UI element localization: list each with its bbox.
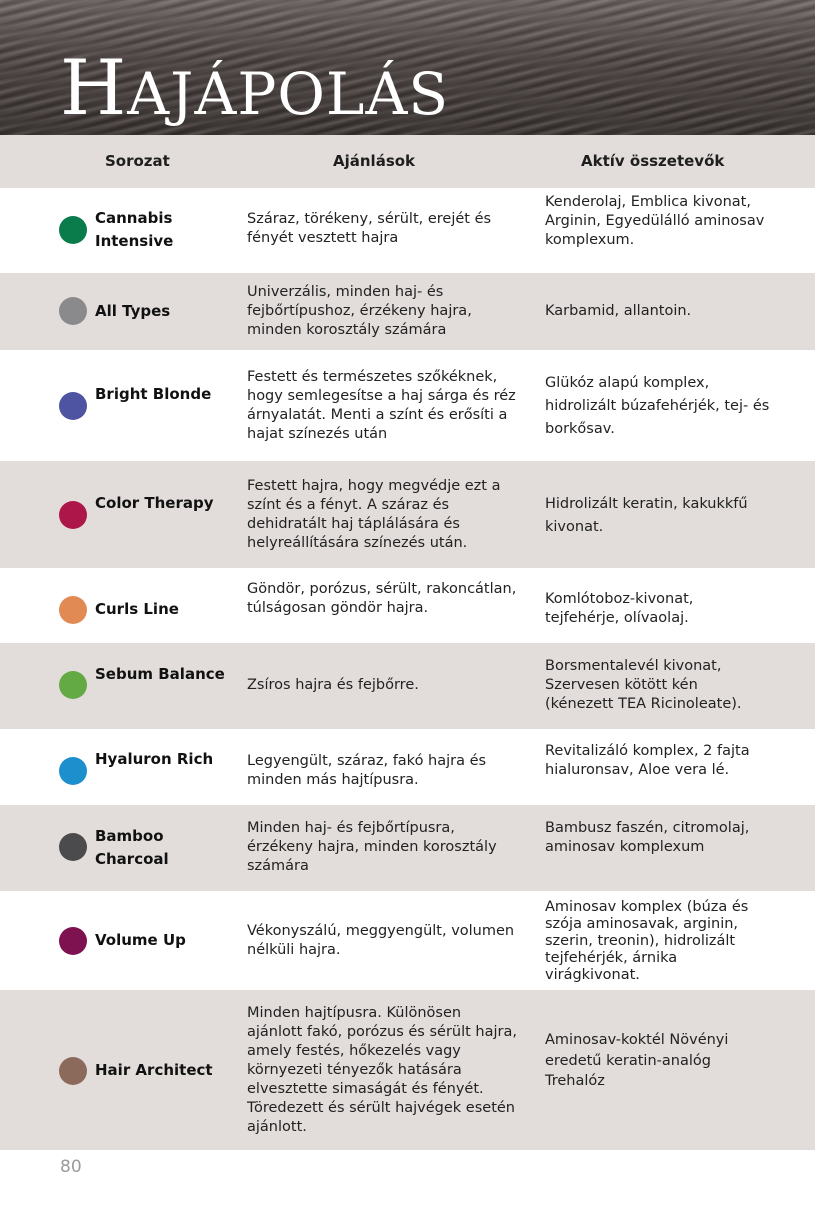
recommendation-text: Száraz, törékeny, sérült, erejét és fényét vesztett hajra — [247, 211, 492, 246]
recommendation-text: Minden haj- és fejbőrtípusra, érzékeny hajra, minden korosztály számára — [247, 820, 497, 874]
series-name: Curls Line — [95, 600, 179, 618]
product-table — [0, 135, 815, 1150]
series-color-dot — [59, 671, 87, 699]
series-color-dot — [59, 1057, 87, 1085]
ingredients-text: Hidrolizált keratin, kakukkfű kivonat. — [545, 496, 748, 535]
hero-banner — [0, 0, 815, 135]
ingredients-text: Bambusz faszén, citromolaj, aminosav komplexum — [545, 820, 750, 855]
ingredients-text: Kenderolaj, Emblica kivonat, Arginin, Egyedülálló aminosav komplexum. — [545, 194, 765, 248]
ingredients-text: Komlótoboz-kivonat, tejfehérje, olívaolaj. — [545, 591, 694, 626]
series-name: Cannabis Intensive — [95, 209, 174, 250]
ingredients-text: Revitalizáló komplex, 2 fajta hialuronsav, Aloe vera lé. — [545, 743, 750, 778]
series-color-dot — [59, 501, 87, 529]
table-row — [0, 350, 815, 461]
ingredients-text: Aminosav-koktél Növényi eredetű keratin-analóg Trehalóz — [545, 1032, 729, 1089]
series-name: Hair Architect — [95, 1061, 213, 1079]
column-header-recommendations: Ajánlások — [333, 152, 416, 170]
series-color-dot — [59, 216, 87, 244]
series-color-dot — [59, 757, 87, 785]
series-name: Bamboo Charcoal — [95, 827, 169, 868]
table-row — [0, 990, 815, 1150]
column-header-series: Sorozat — [105, 152, 170, 170]
series-name: Sebum Balance — [95, 665, 225, 683]
series-name: Color Therapy — [95, 494, 214, 512]
recommendation-text: Zsíros hajra és fejbőrre. — [247, 677, 419, 693]
series-name: Bright Blonde — [95, 385, 212, 403]
table-header — [0, 135, 815, 188]
series-color-dot — [59, 297, 87, 325]
table-row — [0, 461, 815, 568]
recommendation-text: Univerzális, minden haj- és fejbőrtípushoz, érzékeny hajra, minden korosztály számára — [247, 284, 472, 338]
series-name: All Types — [95, 302, 171, 320]
page-number: 80 — [60, 1157, 82, 1177]
series-color-dot — [59, 927, 87, 955]
table-row — [0, 568, 815, 643]
series-color-dot — [59, 833, 87, 861]
ingredients-text: Glükóz alapú komplex, hidrolizált búzafehérjék, tej- és borkősav. — [545, 375, 770, 437]
table-row — [0, 729, 815, 805]
recommendation-text: Vékonyszálú, meggyengült, volumen nélküli hajra. — [247, 923, 515, 958]
table-row — [0, 643, 815, 729]
series-color-dot — [59, 392, 87, 420]
column-header-ingredients: Aktív összetevők — [581, 152, 725, 170]
table-row — [0, 891, 815, 990]
table-row — [0, 805, 815, 891]
page-title: HAJÁPOLÁS — [60, 43, 450, 132]
table-row — [0, 273, 815, 350]
ingredients-text: Karbamid, allantoin. — [545, 303, 692, 319]
series-name: Hyaluron Rich — [95, 750, 214, 768]
series-color-dot — [59, 596, 87, 624]
series-name: Volume Up — [95, 931, 186, 949]
recommendation-text: Göndör, porózus, sérült, rakoncátlan, túlságosan göndör hajra. — [247, 581, 517, 616]
table-row — [0, 188, 815, 273]
ingredients-text: Aminosav komplex (búza és szója aminosavak, arginin, szerin, treonin), hidrolizált tejfehérjék, árnika virágkivonat. — [545, 899, 749, 983]
recommendation-text: Festett és természetes szőkéknek, hogy semlegesítse a haj sárga és réz árnyalatát. Menti a színt és erősíti a hajat színezés után — [247, 369, 516, 442]
recommendation-text: Minden hajtípusra. Különösen ajánlott fakó, porózus és sérült hajra, amely festés, hőkezelés vagy környezeti tényezők hatására elvesztette simaságát és fényét. Töredezett és sérült hajvégek esetén ajánlott. — [247, 1005, 517, 1135]
recommendation-text: Festett hajra, hogy megvédje ezt a színt és a fényt. A száraz és dehidratált haj táplálására és helyreállítására színezés után. — [247, 478, 501, 551]
ingredients-text: Borsmentalevél kivonat, Szervesen kötött kén (kénezett TEA Ricinoleate). — [545, 658, 742, 712]
recommendation-text: Legyengült, száraz, fakó hajra és minden más hajtípusra. — [247, 753, 487, 788]
